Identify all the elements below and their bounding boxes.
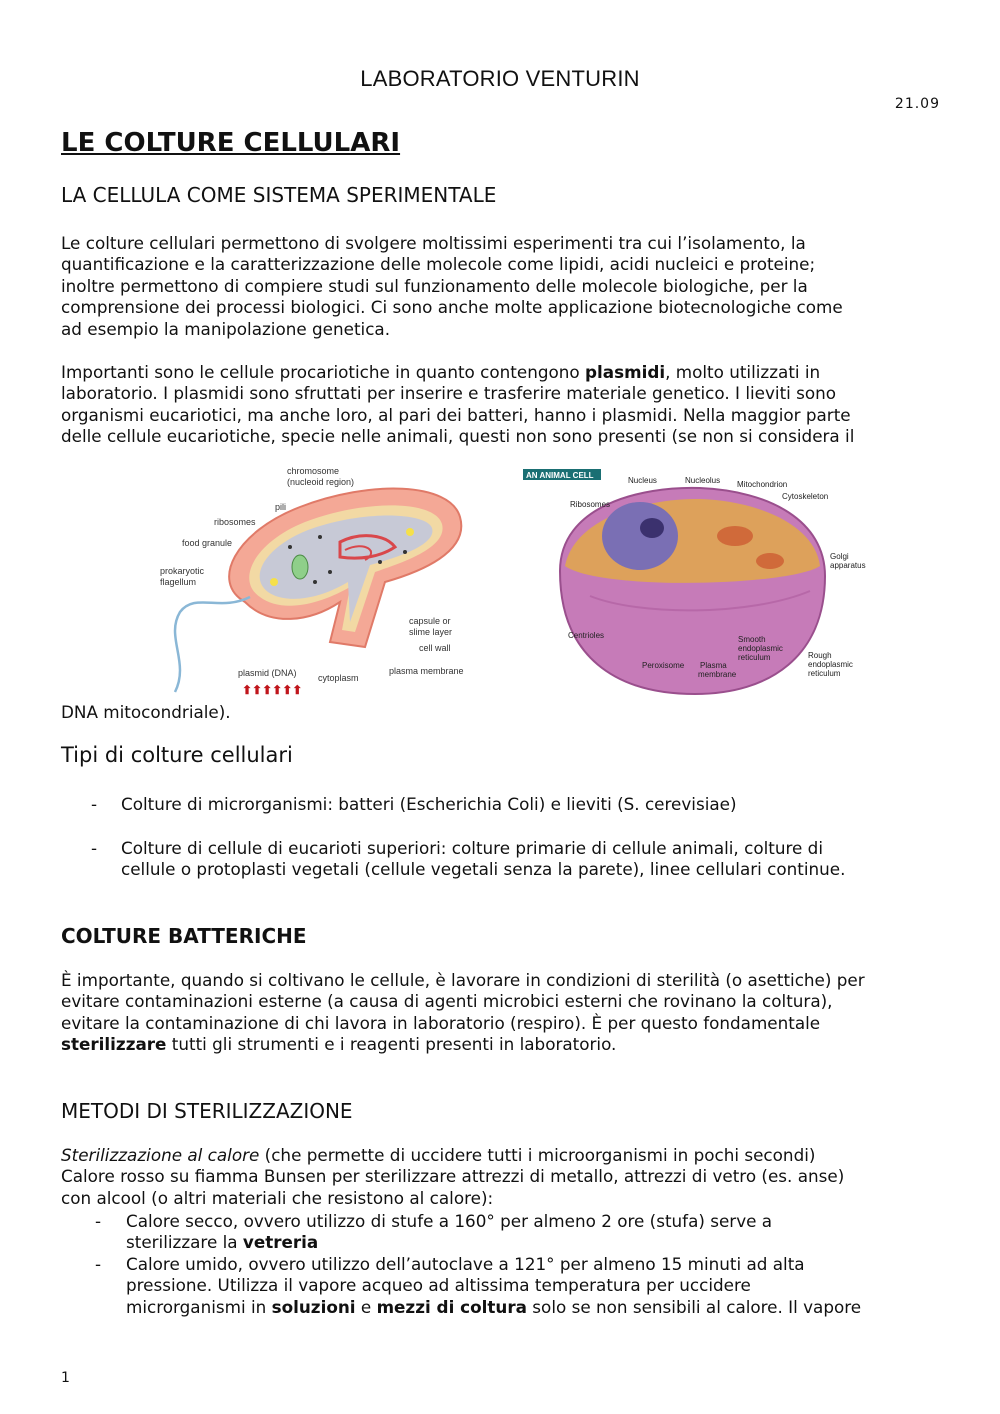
text-line: Calore rosso su fiamma Bunsen per sterilizzare attrezzi di metallo, attrezzi di vetro (es. anse): [61, 1166, 845, 1187]
label-plasma-membrane-2: membrane: [698, 670, 737, 679]
text-line: Colture di cellule di eucarioti superiori: colture primarie di cellule animali, colture di: [121, 838, 823, 858]
section-heading-sterilization-methods: METODI DI STERILIZZAZIONE: [61, 1099, 353, 1123]
label-slime-layer: slime layer: [409, 627, 453, 637]
text-line: con alcool (o altri materiali che resistono al calore):: [61, 1187, 494, 1208]
text-line: [126, 1297, 941, 1318]
section-heading-bacterial-cultures: COLTURE BATTERICHE: [61, 924, 307, 948]
text-line: [61, 362, 941, 383]
text-line: cellule o protoplasti vegetali (cellule vegetali senza la parete), linee cellulari continue.: [121, 859, 846, 880]
bold-term-soluzioni: soluzioni: [271, 1296, 356, 1317]
bullet-dash: -: [91, 838, 98, 858]
list-item: [61, 794, 941, 815]
label-smooth-er: Smooth: [738, 635, 766, 644]
text-span: e: [355, 1296, 377, 1317]
label-golgi-2: apparatus: [830, 561, 866, 570]
label-pili: pili: [275, 502, 287, 512]
text-line: È importante, quando si coltivano le cellule, è lavorare in condizioni di sterilità (o asettiche) per: [61, 970, 865, 990]
bold-term-plasmidi: plasmidi: [585, 362, 666, 382]
label-food-granule: food granule: [182, 538, 233, 548]
label-smooth-er-3: reticulum: [738, 653, 771, 662]
red-arrows-icon: ⬆⬆⬆⬆⬆⬆: [242, 683, 303, 697]
text-line: Colture di microrganismi: batteri (Escherichia Coli) e lieviti (S. cerevisiae): [121, 794, 737, 814]
document-title: LE COLTURE CELLULARI: [61, 128, 401, 158]
label-nucleus: Nucleus: [628, 476, 657, 485]
label-flagellum-2: flagellum: [160, 577, 197, 587]
label-smooth-er-2: endoplasmic: [738, 644, 783, 653]
text-line: evitare contaminazioni esterne (a causa di agenti microbici esterni che rovinano la coltura),: [61, 991, 833, 1012]
label-rough-er: Rough: [808, 651, 832, 660]
list-item: [61, 838, 941, 881]
paragraph-heat-sterilization: [61, 1145, 941, 1209]
label-centrioles: Centrioles: [568, 631, 605, 640]
section-heading-culture-types: Tipi di colture cellulari: [61, 743, 293, 767]
text-line: comprensione dei processi biologici. Ci sono anche molte applicazione biotecnologiche come: [61, 297, 843, 318]
text-line: organismi eucariotici, ma anche loro, al pari dei batteri, hanno i plasmidi. Nella maggior parte: [61, 404, 851, 425]
text-line: pressione. Utilizza il vapore acqueo ad altissima temperatura per uccidere: [126, 1275, 751, 1296]
label-cytoskeleton: Cytoskeleton: [782, 492, 829, 501]
label-flagellum: prokaryotic: [160, 566, 205, 576]
text-line: ad esempio la manipolazione genetica.: [61, 318, 391, 339]
text-line: evitare la contaminazione di chi lavora in laboratorio (respiro). È per questo fondamentale: [61, 1012, 821, 1033]
text-span: Importanti sono le cellule procariotiche in quanto contengono: [61, 362, 585, 382]
nucleus-shape: [602, 502, 678, 570]
text-line: [61, 1034, 941, 1055]
text-span: tutti gli strumenti e i reagenti presenti in laboratorio.: [166, 1034, 617, 1055]
label-cytoplasm: cytoplasm: [318, 673, 359, 683]
label-rough-er-2: endoplasmic: [808, 660, 853, 669]
text-line: [61, 1145, 941, 1166]
document-header-title: LABORATORIO VENTURIN: [360, 66, 640, 91]
bold-term-sterilizzare: sterilizzare: [61, 1034, 167, 1055]
label-capsule: capsule or: [409, 616, 451, 626]
list-item: [61, 1211, 941, 1254]
paragraph-sterility: [61, 970, 941, 1056]
label-cell-wall: cell wall: [419, 643, 451, 653]
text-span: sterilizzare la: [126, 1232, 243, 1253]
label-plasmid: plasmid (DNA): [238, 668, 297, 678]
bullet-dash: -: [95, 1254, 102, 1274]
banner-text: AN ANIMAL CELL: [526, 471, 594, 480]
list-item: [61, 1254, 941, 1318]
label-peroxisome: Peroxisome: [642, 661, 685, 670]
text-line: laboratorio. I plasmidi sono sfruttati per inserire e trasferire materiale genetico. I lieviti sono: [61, 383, 837, 404]
bold-term-mezzi-di-coltura: mezzi di coltura: [376, 1296, 527, 1317]
animal-cell-figure: [520, 466, 870, 698]
document-date: 21.09: [894, 96, 940, 112]
bullet-dash: -: [95, 1211, 102, 1231]
label-nucleolus: Nucleolus: [685, 476, 721, 485]
bold-term-vetreria: vetreria: [242, 1232, 319, 1253]
label-plasma-membrane: Plasma: [700, 661, 727, 670]
text-line: quantificazione e la caratterizzazione delle molecole come lipidi, acidi nucleici e proteine;: [61, 254, 816, 275]
text-span: microrganismi in: [126, 1296, 272, 1317]
text-span: solo se non sensibili al calore. Il vapore: [526, 1296, 862, 1317]
paragraph-plasmids: [61, 362, 941, 448]
label-chromosome: chromosome: [287, 466, 340, 476]
text-line: Le colture cellulari permettono di svolgere moltissimi esperimenti tra cui l’isolamento, la: [61, 233, 806, 253]
label-rough-er-3: reticulum: [808, 669, 841, 678]
paragraph-plasmids-end: [61, 702, 941, 723]
text-span: , molto utilizzati in: [665, 362, 821, 382]
paragraph-cell-cultures: [61, 233, 941, 340]
label-plasma-membrane: plasma membrane: [389, 666, 464, 676]
text-line: DNA mitocondriale).: [61, 702, 231, 722]
label-golgi: Golgi: [830, 552, 849, 561]
label-ribosomes: ribosomes: [214, 517, 256, 527]
text-line: Calore secco, ovvero utilizzo di stufe a 160° per almeno 2 ore (stufa) serve a: [126, 1211, 773, 1231]
label-nucleoid: (nucleoid region): [287, 477, 355, 487]
bullet-dash: -: [91, 794, 98, 814]
text-span: (che permette di uccidere tutti i microorganismi in pochi secondi): [259, 1145, 816, 1165]
section-heading-cell-system: LA CELLULA COME SISTEMA SPERIMENTALE: [61, 183, 497, 207]
label-mitochondrion: Mitochondrion: [737, 480, 788, 489]
label-ribosomes: Ribosomes: [570, 500, 611, 509]
text-line: delle cellule eucariotiche, specie nelle animali, questi non sono presenti (se non si considera il: [61, 426, 855, 447]
page-number: 1: [61, 1370, 70, 1386]
prokaryotic-cell-figure: [150, 462, 485, 702]
italic-term: Sterilizzazione al calore: [61, 1145, 260, 1165]
text-line: [126, 1232, 941, 1253]
text-line: Calore umido, ovvero utilizzo dell’autoclave a 121° per almeno 15 minuti ad alta: [126, 1254, 805, 1274]
text-line: inoltre permettono di compiere studi sul funzionamento delle molecole biologiche, per la: [61, 275, 808, 296]
